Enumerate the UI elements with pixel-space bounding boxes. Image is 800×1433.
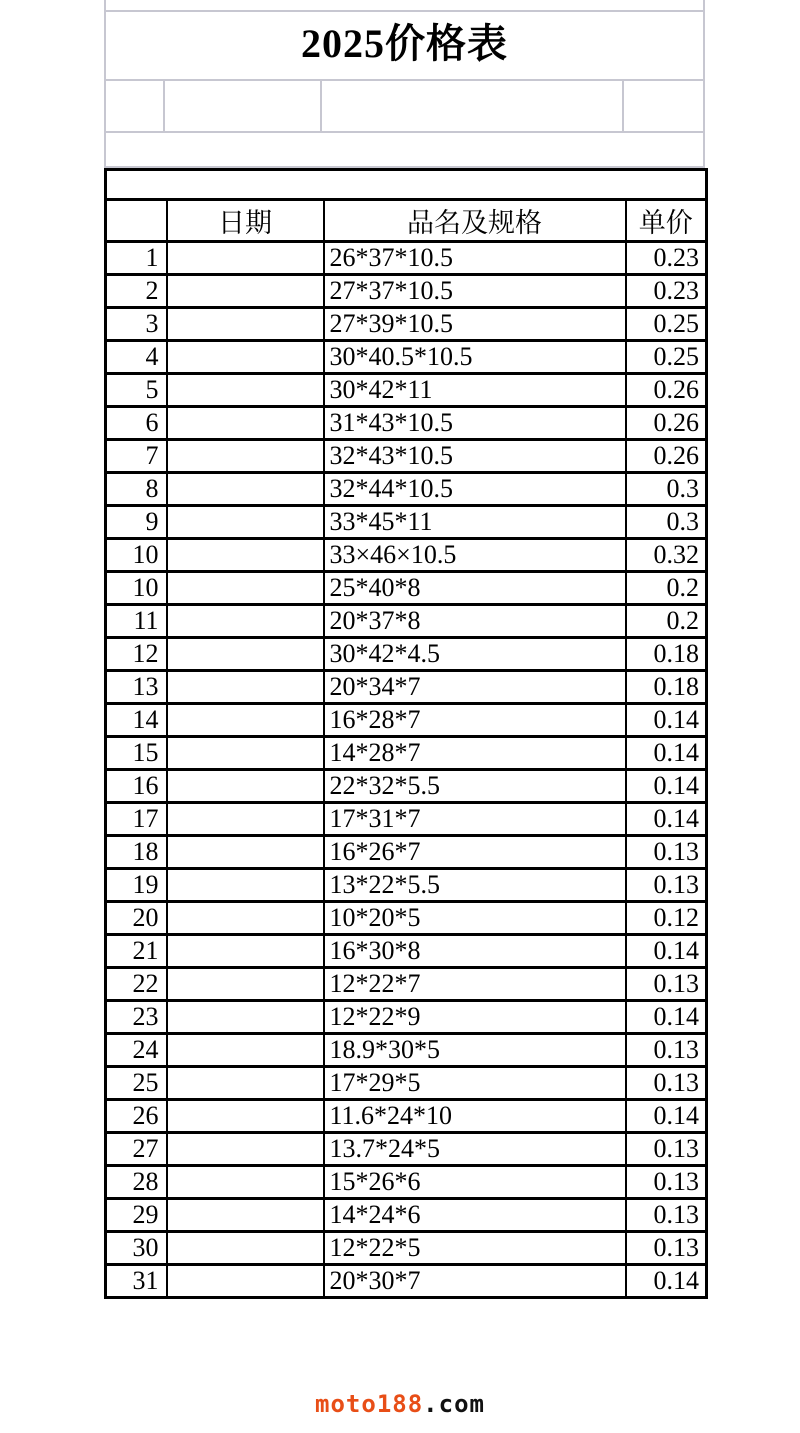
- cell-date: [167, 1034, 324, 1067]
- cell-index: 29: [106, 1199, 167, 1232]
- cell-spec: 25*40*8: [324, 572, 626, 605]
- cell-price: 0.13: [626, 1199, 707, 1232]
- cell-index: 6: [106, 407, 167, 440]
- cell-price: 0.14: [626, 803, 707, 836]
- cell-date: [167, 671, 324, 704]
- cell-price: 0.23: [626, 275, 707, 308]
- cell-date: [167, 506, 324, 539]
- table-row: [106, 1067, 707, 1100]
- cell-date: [167, 869, 324, 902]
- cell-spec: 30*40.5*10.5: [324, 341, 626, 374]
- table-body: [106, 242, 707, 1298]
- cell-price: 0.13: [626, 1166, 707, 1199]
- cell-spec: 31*43*10.5: [324, 407, 626, 440]
- cell-price: 0.2: [626, 572, 707, 605]
- cell-price: 0.14: [626, 935, 707, 968]
- subheader-cell-spec: [322, 81, 624, 131]
- cell-date: [167, 374, 324, 407]
- cropped-top-row: [104, 0, 705, 12]
- cell-index: 21: [106, 935, 167, 968]
- cell-index: 26: [106, 1100, 167, 1133]
- cell-price: 0.13: [626, 968, 707, 1001]
- cell-price: 0.14: [626, 770, 707, 803]
- cell-index: 12: [106, 638, 167, 671]
- cell-spec: 26*37*10.5: [324, 242, 626, 275]
- cell-price: 0.13: [626, 836, 707, 869]
- cell-spec: 17*29*5: [324, 1067, 626, 1100]
- cell-spec: 18.9*30*5: [324, 1034, 626, 1067]
- cell-price: 0.2: [626, 605, 707, 638]
- cell-date: [167, 935, 324, 968]
- table-row: [106, 1199, 707, 1232]
- cell-index: 9: [106, 506, 167, 539]
- table-row: [106, 539, 707, 572]
- watermark-suffix: .com: [423, 1390, 485, 1418]
- header-cell-date: 日期: [167, 200, 324, 242]
- cell-price: 0.14: [626, 737, 707, 770]
- cell-index: 27: [106, 1133, 167, 1166]
- cell-index: 8: [106, 473, 167, 506]
- cell-date: [167, 737, 324, 770]
- cell-spec: 11.6*24*10: [324, 1100, 626, 1133]
- cell-spec: 12*22*5: [324, 1232, 626, 1265]
- cell-date: [167, 1067, 324, 1100]
- cell-date: [167, 1001, 324, 1034]
- cell-date: [167, 275, 324, 308]
- watermark-brand: moto188: [315, 1390, 424, 1418]
- subheader-cell-price: [624, 81, 703, 131]
- table-row: [106, 1232, 707, 1265]
- cell-spec: 17*31*7: [324, 803, 626, 836]
- header-cell-price: 单价: [626, 200, 707, 242]
- spreadsheet-area: [104, 0, 705, 1299]
- cell-spec: 12*22*7: [324, 968, 626, 1001]
- cell-spec: 30*42*11: [324, 374, 626, 407]
- cell-index: 14: [106, 704, 167, 737]
- cell-date: [167, 407, 324, 440]
- table-header-row: [106, 200, 707, 242]
- cell-date: [167, 1166, 324, 1199]
- table-spacer-row: [106, 170, 707, 200]
- cell-index: 11: [106, 605, 167, 638]
- table-row: [106, 737, 707, 770]
- cell-index: 10: [106, 572, 167, 605]
- table-row: [106, 704, 707, 737]
- cell-spec: 27*37*10.5: [324, 275, 626, 308]
- subheader-row: [104, 81, 705, 133]
- cell-spec: 14*24*6: [324, 1199, 626, 1232]
- cell-spec: 16*28*7: [324, 704, 626, 737]
- price-table: [104, 168, 708, 1299]
- cell-spec: 13.7*24*5: [324, 1133, 626, 1166]
- table-row: [106, 374, 707, 407]
- cell-date: [167, 341, 324, 374]
- table-row: [106, 1001, 707, 1034]
- table-row: [106, 506, 707, 539]
- cell-spec: 16*30*8: [324, 935, 626, 968]
- cell-index: 7: [106, 440, 167, 473]
- cell-index: 28: [106, 1166, 167, 1199]
- cell-price: 0.18: [626, 638, 707, 671]
- table-row: [106, 1133, 707, 1166]
- cell-spec: 16*26*7: [324, 836, 626, 869]
- cell-price: 0.14: [626, 1265, 707, 1298]
- cell-price: 0.13: [626, 1034, 707, 1067]
- cell-spec: 12*22*9: [324, 1001, 626, 1034]
- cell-price: 0.14: [626, 1100, 707, 1133]
- cell-index: 19: [106, 869, 167, 902]
- subheader-cell-date: [165, 81, 322, 131]
- cell-price: 0.25: [626, 341, 707, 374]
- cell-spec: 14*28*7: [324, 737, 626, 770]
- cell-price: 0.3: [626, 473, 707, 506]
- cell-date: [167, 638, 324, 671]
- table-row: [106, 242, 707, 275]
- cell-index: 2: [106, 275, 167, 308]
- cell-index: 1: [106, 242, 167, 275]
- table-row: [106, 1166, 707, 1199]
- table-row: [106, 968, 707, 1001]
- table-row: [106, 440, 707, 473]
- cell-index: 13: [106, 671, 167, 704]
- cell-index: 30: [106, 1232, 167, 1265]
- cell-price: 0.26: [626, 374, 707, 407]
- cell-price: 0.32: [626, 539, 707, 572]
- spacer-cell: [106, 170, 707, 200]
- cell-date: [167, 836, 324, 869]
- header-cell-spec: 品名及规格: [324, 200, 626, 242]
- table-row: [106, 902, 707, 935]
- cell-date: [167, 1232, 324, 1265]
- table-row: [106, 308, 707, 341]
- cell-index: 18: [106, 836, 167, 869]
- cell-date: [167, 1265, 324, 1298]
- cell-spec: 20*34*7: [324, 671, 626, 704]
- cell-price: 0.12: [626, 902, 707, 935]
- table-row: [106, 869, 707, 902]
- cell-date: [167, 440, 324, 473]
- table-row: [106, 671, 707, 704]
- table-row: [106, 803, 707, 836]
- watermark: [0, 1390, 800, 1418]
- cell-price: 0.26: [626, 440, 707, 473]
- cell-spec: 27*39*10.5: [324, 308, 626, 341]
- cell-index: 22: [106, 968, 167, 1001]
- cell-index: 31: [106, 1265, 167, 1298]
- cell-price: 0.13: [626, 1232, 707, 1265]
- cell-spec: 10*20*5: [324, 902, 626, 935]
- cell-price: 0.18: [626, 671, 707, 704]
- cell-price: 0.14: [626, 1001, 707, 1034]
- cell-date: [167, 1199, 324, 1232]
- subheader-cell-index: [106, 81, 165, 131]
- cell-date: [167, 704, 324, 737]
- cell-spec: 32*43*10.5: [324, 440, 626, 473]
- title-row: [104, 12, 705, 81]
- cell-price: 0.26: [626, 407, 707, 440]
- cell-index: 5: [106, 374, 167, 407]
- cell-index: 17: [106, 803, 167, 836]
- page-title: 2025价格表: [301, 21, 508, 66]
- cell-spec: 22*32*5.5: [324, 770, 626, 803]
- cell-date: [167, 308, 324, 341]
- header-cell-index: [106, 200, 167, 242]
- cell-price: 0.13: [626, 869, 707, 902]
- cell-index: 10: [106, 539, 167, 572]
- blank-row: [104, 133, 705, 168]
- cell-spec: 20*37*8: [324, 605, 626, 638]
- cell-price: 0.25: [626, 308, 707, 341]
- cell-spec: 32*44*10.5: [324, 473, 626, 506]
- cell-price: 0.23: [626, 242, 707, 275]
- table-row: [106, 1100, 707, 1133]
- cell-date: [167, 770, 324, 803]
- cell-date: [167, 968, 324, 1001]
- cell-date: [167, 803, 324, 836]
- cell-index: 4: [106, 341, 167, 374]
- table-row: [106, 1265, 707, 1298]
- table-row: [106, 605, 707, 638]
- cell-date: [167, 473, 324, 506]
- table-row: [106, 275, 707, 308]
- cell-price: 0.14: [626, 704, 707, 737]
- table-row: [106, 770, 707, 803]
- cell-date: [167, 1133, 324, 1166]
- cell-spec: 20*30*7: [324, 1265, 626, 1298]
- table-row: [106, 407, 707, 440]
- table-row: [106, 638, 707, 671]
- cell-price: 0.3: [626, 506, 707, 539]
- cell-date: [167, 1100, 324, 1133]
- cell-date: [167, 572, 324, 605]
- table-row: [106, 1034, 707, 1067]
- table-row: [106, 341, 707, 374]
- cell-index: 20: [106, 902, 167, 935]
- cell-date: [167, 605, 324, 638]
- cell-index: 3: [106, 308, 167, 341]
- cell-index: 24: [106, 1034, 167, 1067]
- cell-index: 15: [106, 737, 167, 770]
- table-row: [106, 836, 707, 869]
- cell-spec: 13*22*5.5: [324, 869, 626, 902]
- cell-index: 16: [106, 770, 167, 803]
- cell-date: [167, 902, 324, 935]
- cell-index: 25: [106, 1067, 167, 1100]
- cell-spec: 15*26*6: [324, 1166, 626, 1199]
- table-row: [106, 572, 707, 605]
- cell-index: 23: [106, 1001, 167, 1034]
- table-row: [106, 473, 707, 506]
- cell-spec: 30*42*4.5: [324, 638, 626, 671]
- table-row: [106, 935, 707, 968]
- cell-date: [167, 242, 324, 275]
- cell-price: 0.13: [626, 1067, 707, 1100]
- cell-price: 0.13: [626, 1133, 707, 1166]
- cell-spec: 33×46×10.5: [324, 539, 626, 572]
- cell-spec: 33*45*11: [324, 506, 626, 539]
- cell-date: [167, 539, 324, 572]
